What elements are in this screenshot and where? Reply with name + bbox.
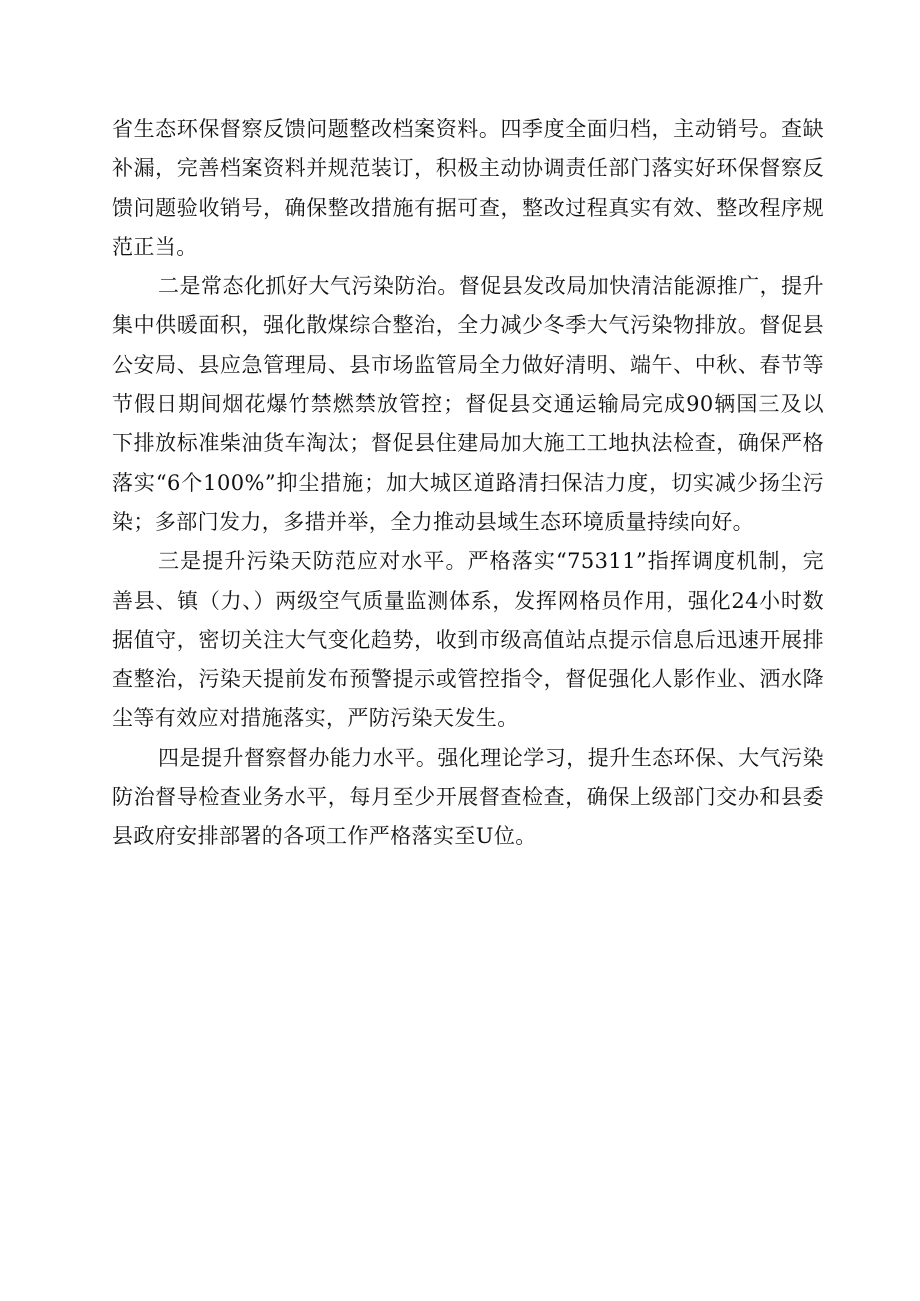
body-text bbox=[112, 110, 824, 857]
paragraph-continuation: 省生态环保督察反馈问题整改档案资料。四季度全面归档，主动销号。查缺补漏，完善档案资料并规范装订，积极主动协调责任部门落实好环保督察反馈问题验收销号，确保整改措施有据可查，整改过程真实有效、整改程序规范正当。 bbox=[112, 117, 824, 259]
paragraph-air-pollution: 二是常态化抓好大气污染防治。督促县发改局加快清洁能源推广，提升集中供暖面积，强化散煤综合整治，全力减少冬季大气污染物排放。督促县公安局、县应急管理局、县市场监管局全力做好清明、端午、中秋、春节等节假日期间烟花爆竹禁燃禁放管控；督促县交通运输局完成90辆国三及以下排放标准柴油货车淘汰；督促县住建局加大施工工地执法检查，确保严格落实“6个100%”抑尘措施；加大城区道路清扫保洁力度，切实减少扬尘污染；多部门发力，多措并举，全力推动县域生态环境质量持续向好。 bbox=[112, 274, 824, 534]
paragraph-pollution-days: 三是提升污染天防范应对水平。严格落实“75311”指挥调度机制，完善县、镇（力、）两级空气质量监测体系，发挥网格员作用，强化24小时数据值守，密切关注大气变化趋势，收到市级高值站点提示信息后迅速开展排查整治，污染天提前发布预警提示或管控指令，督促强化人影作业、洒水降尘等有效应对措施落实，严防污染天发生。 bbox=[112, 549, 824, 731]
paragraph-supervision: 四是提升督察督办能力水平。强化理论学习，提升生态环保、大气污染防治督导检查业务水平，每月至少开展督查检查，确保上级部门交办和县委县政府安排部署的各项工作严格落实至U位。 bbox=[112, 745, 824, 849]
